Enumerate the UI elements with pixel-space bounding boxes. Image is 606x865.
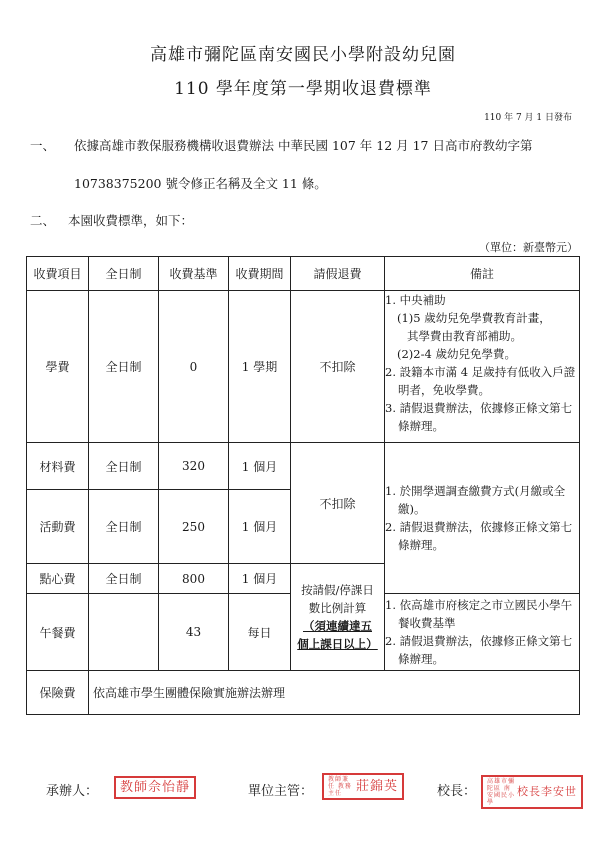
insurance-item: 保險費 xyxy=(27,671,89,715)
lunch-system xyxy=(89,594,159,671)
note-line: 2. 請假退費辦法，依據修正條文第七條辦理。 xyxy=(385,634,573,666)
section2-text: 本園收費標準，如下： xyxy=(68,213,194,228)
material-amount: 320 xyxy=(159,443,229,490)
doc-title-line2: 110 學年度第一學期收退費標準 xyxy=(174,79,432,99)
supervisor-stamp-title: 教師兼任 教務主任 xyxy=(328,776,352,797)
material-item: 材料費 xyxy=(27,443,89,490)
snack-amount: 800 xyxy=(159,564,229,594)
shared-refund: 不扣除 xyxy=(291,443,385,564)
tuition-refund: 不扣除 xyxy=(291,291,385,443)
tuition-system: 全日制 xyxy=(89,291,159,443)
lunch-refund xyxy=(291,564,385,671)
activity-item: 活動費 xyxy=(27,490,89,564)
note-line: 其學費由教育部補助。 xyxy=(407,329,522,343)
publish-date: 110 年 7 月 1 日發布 xyxy=(484,113,572,123)
section1-line2: 10738375200 號令修正名稱及全文 11 條。 xyxy=(74,176,327,191)
header-notes: 備註 xyxy=(385,257,580,291)
tuition-notes xyxy=(385,291,580,443)
lunch-item: 午餐費 xyxy=(27,594,89,671)
material-period: 1 個月 xyxy=(229,443,291,490)
doc-title-line1: 高雄市彌陀區南安國民小學附設幼兒園 xyxy=(150,45,456,65)
note-line: 1. 於開學週調查繳費方式(月繳或全繳)。 xyxy=(385,484,566,516)
header-system: 全日制 xyxy=(89,257,159,291)
activity-period: 1 個月 xyxy=(229,490,291,564)
snack-system: 全日制 xyxy=(89,564,159,594)
section2-number: 二、 xyxy=(30,213,56,228)
note-line: 2. 請假退費辦法，依據修正條文第七條辦理。 xyxy=(385,520,573,552)
table-row xyxy=(27,443,580,490)
refund-line: 數比例計算 xyxy=(308,601,367,615)
lunch-amount: 43 xyxy=(159,594,229,671)
table-row xyxy=(27,291,580,443)
note-line: 1. 中央補助 xyxy=(385,293,446,307)
header-item: 收費項目 xyxy=(27,257,89,291)
refund-condition-line: （須連續達五 xyxy=(303,619,372,633)
principal-stamp-school: 高雄市彌陀區 南安國民小學 xyxy=(487,778,516,806)
header-amount: 收費基準 xyxy=(159,257,229,291)
fee-table xyxy=(26,256,580,715)
snack-period: 1 個月 xyxy=(229,564,291,594)
principal-label: 校長： xyxy=(437,784,477,799)
tuition-amount: 0 xyxy=(159,291,229,443)
snack-item: 點心費 xyxy=(27,564,89,594)
header-refund: 請假退費 xyxy=(291,257,385,291)
note-line: 1. 依高雄市府核定之市立國民小學午餐收費基準 xyxy=(385,598,573,630)
note-line: (1)5 歲幼兒免學費教育計畫， xyxy=(397,311,551,325)
lunch-period: 每日 xyxy=(229,594,291,671)
shared-notes xyxy=(385,443,580,594)
lunch-notes xyxy=(385,594,580,671)
supervisor-stamp xyxy=(322,773,404,800)
material-system: 全日制 xyxy=(89,443,159,490)
section1-line1: 依據高雄市教保服務機構收退費辦法 中華民國 107 年 12 月 17 日高市府教幼字第 xyxy=(74,138,533,153)
refund-condition-line: 個上課日以上） xyxy=(297,637,378,651)
note-line: 2. 設籍本市滿 4 足歲持有低收入戶證明者，免收學費。 xyxy=(385,365,576,397)
insurance-text: 依高雄市學生團體保險實施辦法辦理 xyxy=(89,671,580,715)
supervisor-label: 單位主管： xyxy=(248,784,314,799)
handler-stamp: 教師佘怡靜 xyxy=(114,776,196,799)
principal-stamp xyxy=(481,775,583,809)
section1-number: 一、 xyxy=(30,138,56,153)
header-period: 收費期間 xyxy=(229,257,291,291)
tuition-period: 1 學期 xyxy=(229,291,291,443)
supervisor-stamp-name: 莊錦英 xyxy=(356,779,399,794)
tuition-item: 學費 xyxy=(27,291,89,443)
currency-unit: （單位：新臺幣元） xyxy=(479,241,578,254)
activity-system: 全日制 xyxy=(89,490,159,564)
table-row xyxy=(27,671,580,715)
note-line: 3. 請假退費辦法，依據修正條文第七條辦理。 xyxy=(385,401,573,433)
refund-line: 按請假/停課日 xyxy=(301,583,374,597)
table-header-row xyxy=(27,257,580,291)
principal-stamp-name: 校長李安世 xyxy=(517,785,577,798)
note-line: (2)2-4 歲幼兒免學費。 xyxy=(397,347,516,361)
handler-label: 承辦人： xyxy=(46,784,99,799)
activity-amount: 250 xyxy=(159,490,229,564)
